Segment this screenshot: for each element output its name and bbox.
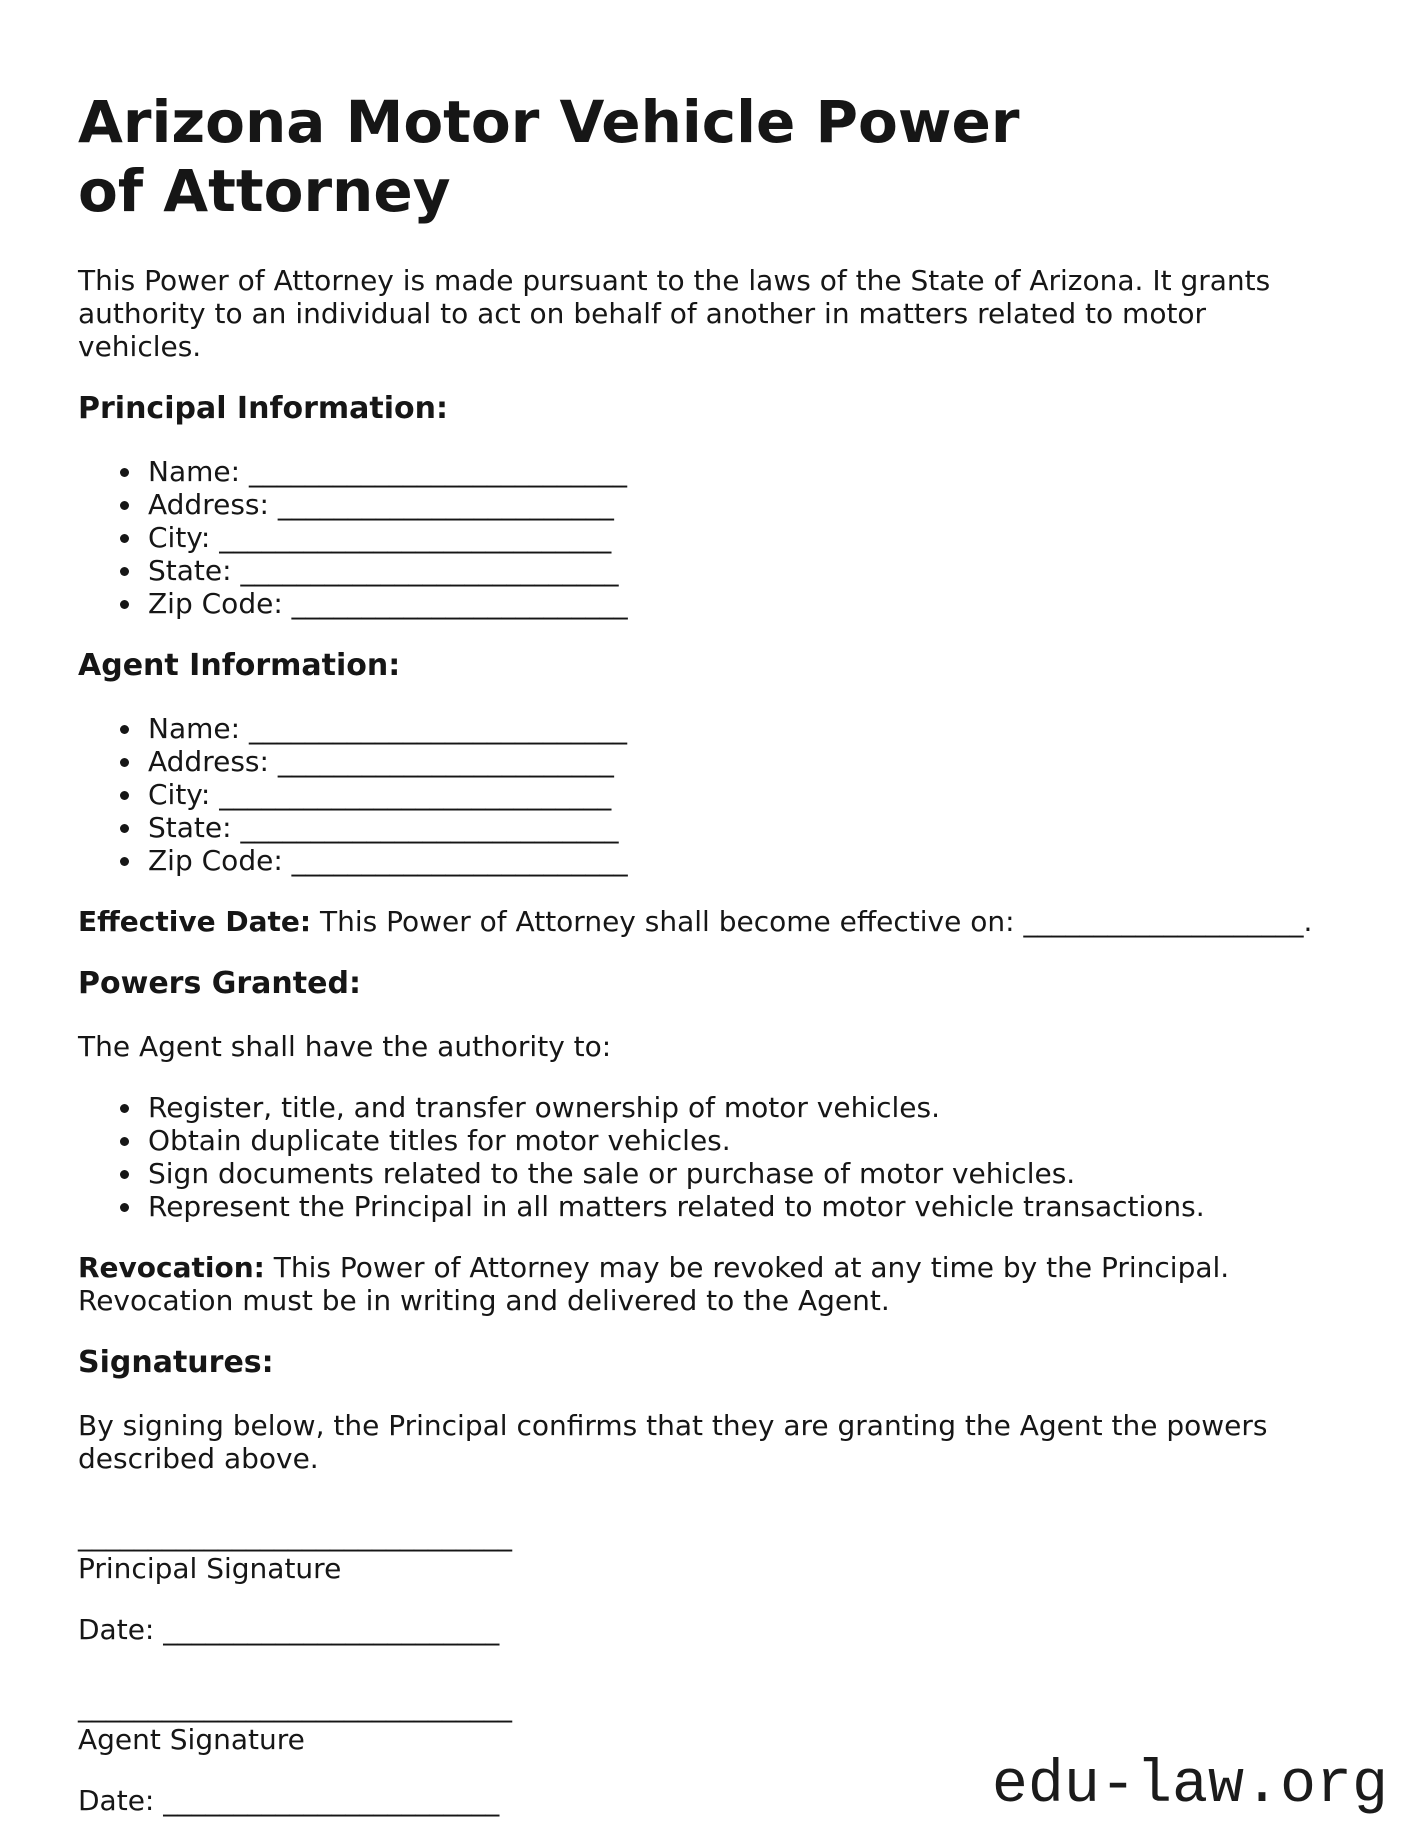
agent-field-name [144,712,1338,745]
date-blank: ________________________ [163,1613,500,1646]
field-label: State: [148,811,232,844]
page-title: Arizona Motor Vehicle Power of Attorney [78,88,1020,225]
effective-date-label: Effective Date: [78,905,312,938]
agent-field-city [144,778,1338,811]
agent-signature-label: Agent Signature [78,1723,305,1756]
field-label: Name: [148,712,241,745]
principal-signature-line: _______________________________ [78,1519,512,1552]
field-blank: ________________________ [291,844,628,877]
field-label: State: [148,554,232,587]
revocation-paragraph [78,1251,1338,1317]
field-label: City: [148,521,211,554]
field-label: Name: [148,455,241,488]
principal-field-state [144,554,1338,587]
power-item-duplicate-titles: • Obtain duplicate titles for motor vehicles. [144,1124,1338,1157]
field-blank: ___________________________ [240,554,619,587]
principal-information-list [78,455,1338,620]
field-label: Address: [148,745,269,778]
signatures-heading: Signatures: [78,1345,274,1380]
power-item-register: • Register, title, and transfer ownership of motor vehicles. [144,1091,1338,1124]
field-blank: ________________________ [277,745,614,778]
power-item-sign-documents: • Sign documents related to the sale or purchase of motor vehicles. [144,1157,1338,1190]
agent-signature-line: _______________________________ [78,1690,512,1723]
field-blank: ____________________________ [219,521,612,554]
field-label: Address: [148,488,269,521]
field-blank: ____________________________ [219,778,612,811]
agent-information-list [78,712,1338,877]
principal-date-line [78,1613,1338,1646]
principal-field-zip [144,587,1338,620]
field-label: Zip Code: [148,587,283,620]
field-label: City: [148,778,211,811]
field-blank: ________________________ [291,587,628,620]
principal-field-address [144,488,1338,521]
agent-field-zip [144,844,1338,877]
field-blank: ___________________________ [240,811,619,844]
principal-field-city [144,521,1338,554]
powers-list [78,1091,1338,1223]
field-blank: ________________________ [277,488,614,521]
agent-field-state [144,811,1338,844]
effective-date-line [78,905,1338,938]
principal-information-heading: Principal Information: [78,391,449,426]
principal-field-name [144,455,1338,488]
revocation-label: Revocation: [78,1251,265,1284]
brand-watermark: edu-law.org [991,1752,1388,1820]
power-item-represent: • Represent the Principal in all matters related to motor vehicle transactions. [144,1190,1338,1223]
principal-signature-label: Principal Signature [78,1552,342,1585]
field-label: Zip Code: [148,844,283,877]
date-blank: ________________________ [163,1784,500,1817]
effective-date-period: . [1303,905,1313,938]
date-label: Date: [78,1784,155,1817]
powers-granted-heading: Powers Granted: [78,966,361,1001]
signatures-lead-paragraph: By signing below, the Principal confirms that they are granting the Agent the powers described above. [78,1409,1268,1475]
effective-date-blank: ____________________ [1023,905,1304,938]
field-blank: ___________________________ [248,455,627,488]
date-label: Date: [78,1613,155,1646]
agent-information-heading: Agent Information: [78,648,401,683]
intro-paragraph: This Power of Attorney is made pursuant to the laws of the State of Arizona. It grants authority to an individual to act on behalf of another in matters related to motor vehicles. [78,264,1271,363]
powers-lead-paragraph: The Agent shall have the authority to: [78,1030,612,1063]
agent-field-address [144,745,1338,778]
field-blank: ___________________________ [248,712,627,745]
effective-date-text: This Power of Attorney shall become effective on: [319,905,1015,938]
revocation-text: This Power of Attorney may be revoked at any time by the Principal. Revocation must be in writing and delivered to the Agent. [78,1251,1230,1317]
